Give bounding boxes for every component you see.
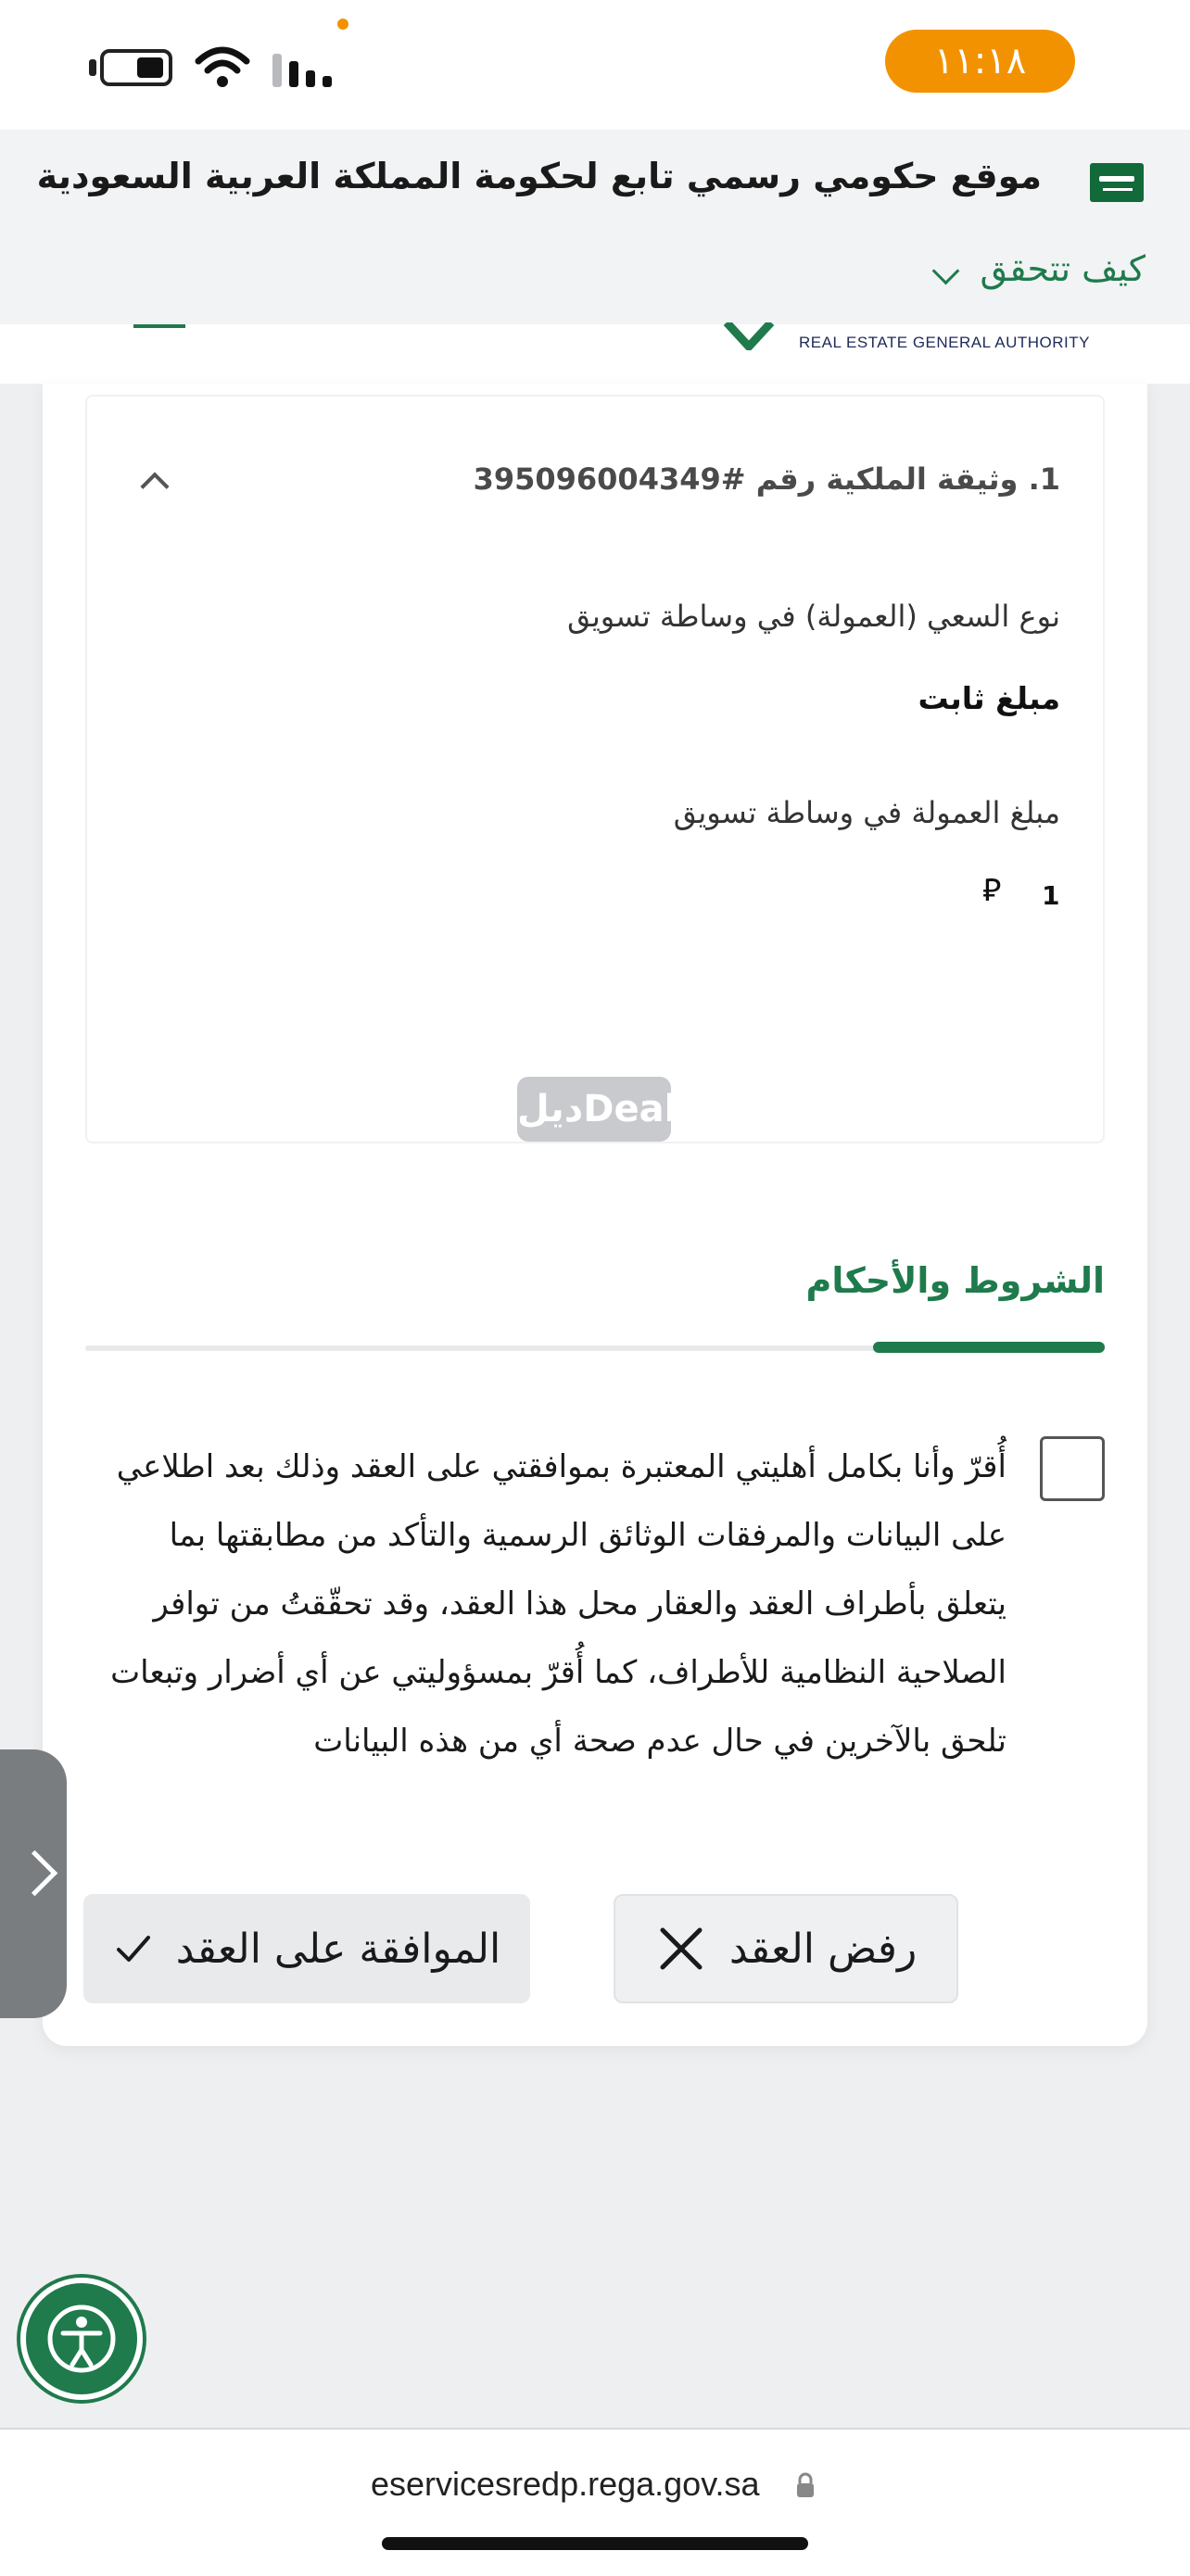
tab-terms[interactable]: الشروط والأحكام: [805, 1260, 1105, 1301]
cellular-signal-icon: [269, 52, 335, 89]
privacy-indicator-dot: [337, 19, 348, 30]
saudi-flag-icon: [1090, 163, 1144, 202]
battery-tip: [89, 59, 96, 76]
battery-icon: [100, 49, 172, 86]
gov-banner-text: موقع حكومي رسمي تابع لحكومة المملكة العربية السعودية: [36, 156, 1042, 196]
commission-type-label: نوع السعي (العمولة) في وساطة تسويق: [567, 599, 1060, 634]
accessibility-button[interactable]: [20, 2278, 143, 2400]
deed-title[interactable]: 1. وثيقة الملكية رقم #395096004349: [473, 461, 1060, 497]
status-time: ١١:١٨: [885, 30, 1075, 93]
commission-amount-label: مبلغ العمولة في وساطة تسويق: [673, 795, 1060, 830]
flag-sword: [1103, 188, 1133, 191]
how-to-verify-link[interactable]: كيف تتحقق: [980, 248, 1146, 289]
accept-contract-button[interactable]: [83, 1894, 530, 2003]
logo-text: REAL ESTATE GENERAL AUTHORITY: [799, 334, 1090, 351]
terms-declaration: أُقرّ وأنا بكامل أهليتي المعتبرة بموافقتي على العقد وذلك بعد اطلاعي على البيانات والمرفقات الوثائق الرسمية والتأكد من مطابقتها بما يتعلق بأطراف العقد والعقار محل هذا العقد، وقد تحقّقتُ من توافر الصلاحية النظامية للأطراف، كما أُقرّ بمسؤوليتي عن أي أضرار وتبعات تلحق بالآخرين في حال عدم صحة أي من هذه البيانات: [110, 1448, 1006, 1760]
flag-script: [1099, 176, 1134, 182]
accessibility-icon: [26, 2283, 137, 2394]
checkmark-icon: [113, 1928, 154, 1969]
home-indicator[interactable]: [382, 2537, 808, 2550]
deal-watermark-logo: ديلDeal: [517, 1077, 671, 1142]
close-icon: [655, 1923, 707, 1975]
commission-amount-value: 1: [1042, 880, 1060, 911]
accept-label: الموافقة على العقد: [175, 1925, 501, 1973]
riyal-currency-icon: ⃁: [982, 872, 1002, 909]
reject-label: رفض العقد: [728, 1925, 918, 1973]
reject-contract-button[interactable]: [614, 1894, 958, 2003]
commission-type-value: مبلغ ثابت: [918, 680, 1060, 716]
rega-logo-icon: [723, 322, 775, 350]
terms-checkbox[interactable]: [1040, 1436, 1105, 1501]
tab-active-indicator: [873, 1342, 1105, 1353]
menu-icon[interactable]: [133, 324, 185, 328]
url-text[interactable]: eservicesredp.rega.gov.sa: [371, 2465, 760, 2503]
deed-accordion: [85, 395, 1105, 1143]
wifi-icon: [195, 44, 250, 91]
lock-icon: [795, 2472, 816, 2498]
